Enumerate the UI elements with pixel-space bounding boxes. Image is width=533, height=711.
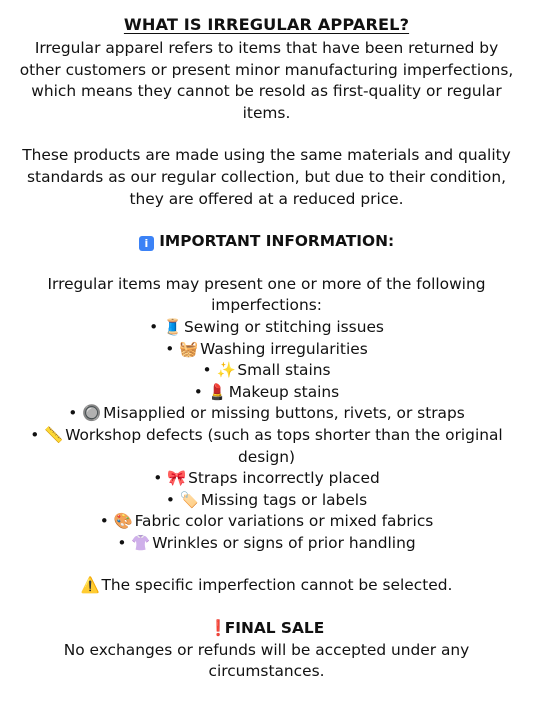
list-item-text: Misapplied or missing buttons, rivets, or straps — [103, 404, 465, 423]
intro-paragraph: Irregular apparel refers to items that have been returned by other customers or present minor manufacturing imperfections, which means they cannot be resold as first-quality or regular items. — [19, 39, 514, 122]
list-item: • 🔘 Misapplied or missing buttons, rivets, or straps — [14, 403, 519, 425]
spacer — [14, 554, 519, 575]
final-sale-title: FINAL SALE — [224, 619, 325, 638]
button-icon: 🔘 — [82, 404, 102, 423]
imperfections-intro: Irregular items may present one or more of the following imperfections: — [47, 274, 486, 315]
spacer — [14, 253, 519, 274]
list-item: • 👚 Wrinkles or signs of prior handling — [14, 533, 519, 555]
ruler-icon: 📏 — [44, 425, 64, 444]
list-item-text: Washing irregularities — [200, 339, 368, 358]
important-title: IMPORTANT INFORMATION: — [159, 232, 395, 251]
page-title: WHAT IS IRREGULAR APPAREL? — [123, 15, 410, 34]
palette-icon: 🎨 — [113, 512, 133, 531]
spacer — [14, 210, 519, 231]
exclamation-icon: ❗ — [208, 619, 228, 638]
spacer — [14, 124, 519, 145]
list-item-text: Fabric color variations or mixed fabrics — [134, 512, 434, 531]
quality-paragraph: These products are made using the same materials and quality standards as our regular collection, but due to their condition, they are offered at a reduced price. — [22, 146, 511, 208]
list-item: • 📏 Workshop defects (such as tops shorter than the original design) — [30, 425, 503, 466]
warning-text: The specific imperfection cannot be selected. — [101, 576, 453, 595]
list-item-text: Workshop defects (such as tops shorter than the original design) — [65, 425, 503, 466]
list-item: • ✨ Small stains — [14, 360, 519, 382]
list-item: • 🎀 Straps incorrectly placed — [14, 468, 519, 490]
sparkles-icon: ✨ — [216, 361, 236, 380]
list-item-text: Missing tags or labels — [200, 490, 368, 509]
spacer — [14, 597, 519, 618]
final-sale-heading — [14, 618, 519, 640]
final-sale-text: No exchanges or refunds will be accepted under any circumstances. — [63, 640, 470, 681]
list-item: • 💄 Makeup stains — [14, 382, 519, 404]
tag-icon: 🏷️ — [179, 490, 200, 509]
list-item: • 🧵 Sewing or stitching issues — [14, 317, 519, 339]
thread-spool-icon: 🧵 — [163, 317, 183, 336]
imperfections-list — [14, 317, 519, 555]
warning-icon: ⚠️ — [80, 576, 100, 595]
list-item-text: Wrinkles or signs of prior handling — [152, 533, 416, 552]
important-heading — [14, 231, 519, 253]
ribbon-icon: 🎀 — [167, 469, 187, 488]
basket-icon: 🧺 — [179, 339, 199, 358]
list-item-text: Sewing or stitching issues — [183, 317, 384, 336]
list-item-text: Straps incorrectly placed — [188, 469, 380, 488]
list-item: • 🏷️ Missing tags or labels — [14, 490, 519, 512]
tshirt-icon: 👚 — [131, 533, 151, 552]
list-item: • 🧺 Washing irregularities — [14, 339, 519, 361]
list-item: • 🎨 Fabric color variations or mixed fabrics — [14, 511, 519, 533]
list-item-text: Small stains — [237, 361, 331, 380]
list-item-text: Makeup stains — [228, 382, 340, 401]
lipstick-icon: 💄 — [207, 382, 227, 401]
info-icon: i — [139, 236, 154, 251]
warning-line — [14, 575, 519, 597]
